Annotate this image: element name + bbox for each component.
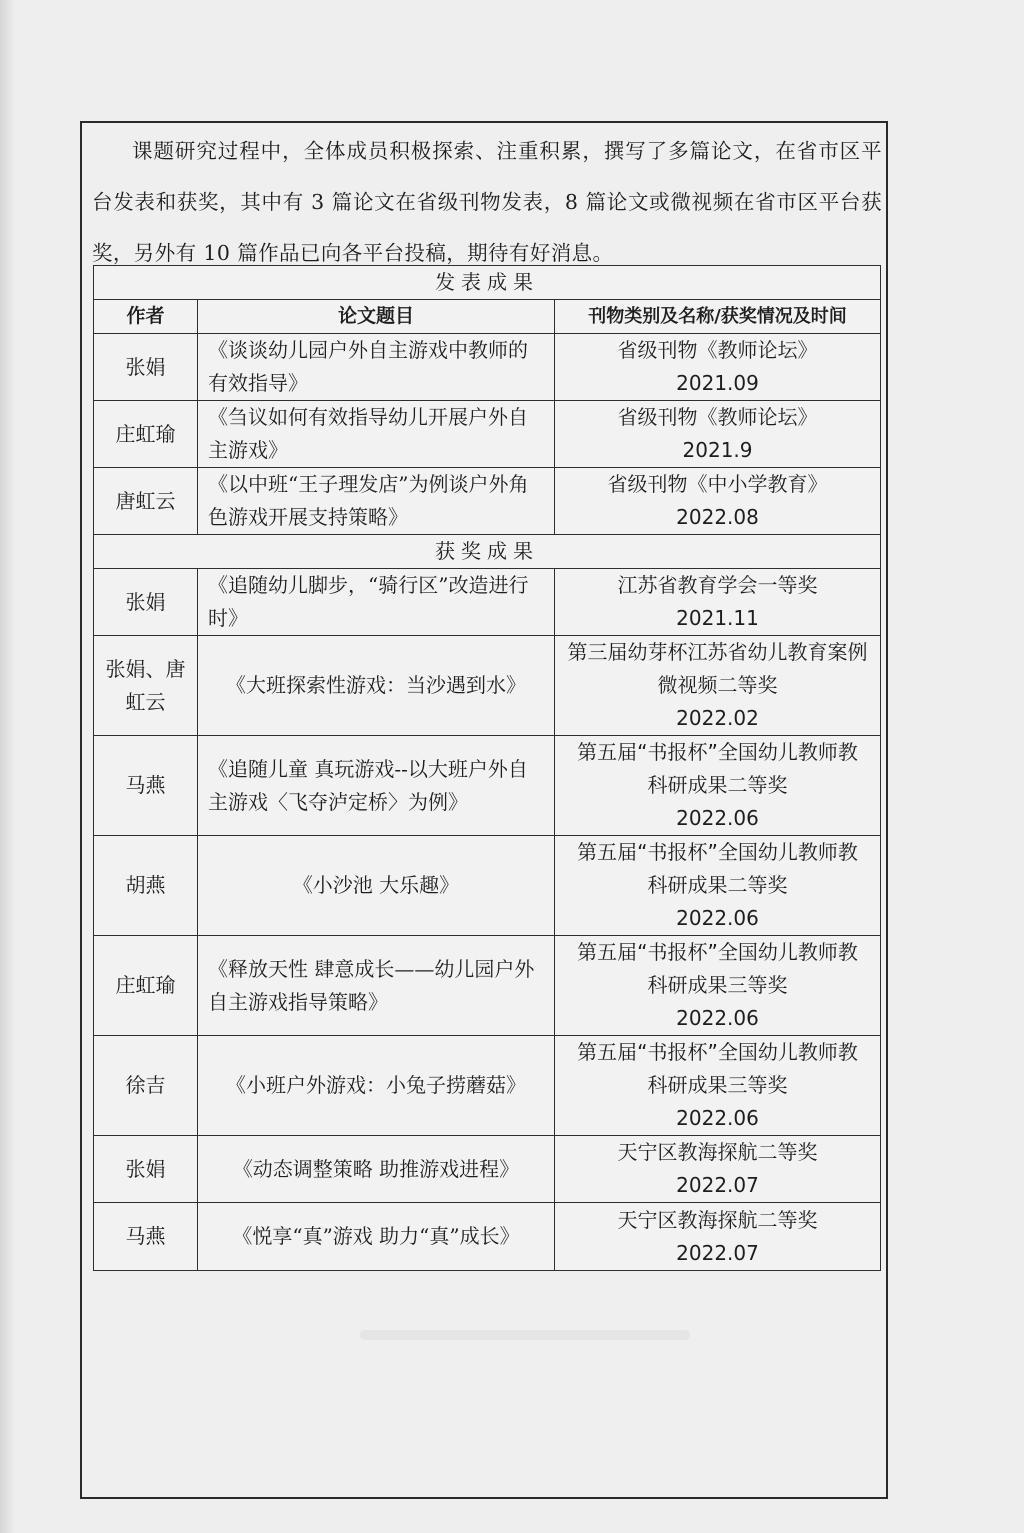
table-row (94, 1203, 881, 1271)
publication-cell (555, 468, 881, 535)
intro-paragraph: 课题研究过程中，全体成员积极探索、注重积累，撰写了多篇论文，在省市区平台发表和获奖，其中有 3 篇论文在省级刊物发表，8 篇论文或微视频在省市区平台获奖，另外有 10 篇作品已向各平台投稿，期待有好消息。 (92, 139, 882, 265)
award-name: 天宁区教海探航二等奖 (617, 1140, 818, 1164)
table-row (94, 334, 881, 401)
award-name: 第五届“书报杯”全国幼儿教师教 (577, 940, 858, 964)
header-publication: 刊物类别及名称/获奖情况及时间 (555, 300, 881, 334)
author-cell: 马燕 (94, 1203, 198, 1271)
title-cell: 《刍议如何有效指导幼儿开展户外自主游戏》 (198, 401, 555, 468)
award-name: 第五届“书报杯”全国幼儿教师教 (577, 740, 858, 764)
award-name: 第五届“书报杯”全国幼儿教师教 (577, 1040, 858, 1064)
award-cell (555, 1203, 881, 1271)
author-cell: 庄虹瑜 (94, 401, 198, 468)
header-row (94, 300, 881, 334)
table-row (94, 636, 881, 736)
author-cell: 马燕 (94, 736, 198, 836)
title-cell: 《谈谈幼儿园户外自主游戏中教师的有效指导》 (198, 334, 555, 401)
scan-smudge (360, 1330, 690, 1340)
page-edge-shadow (0, 0, 14, 1533)
title-cell: 《追随儿童 真玩游戏--以大班户外自主游戏〈飞夺泸定桥〉为例》 (198, 736, 555, 836)
table-row (94, 836, 881, 936)
publication-date: 2022.08 (676, 505, 759, 529)
title-cell: 《大班探索性游戏：当沙遇到水》 (198, 636, 555, 736)
award-cell (555, 936, 881, 1036)
award-name-cont: 科研成果三等奖 (647, 1073, 788, 1097)
table-row (94, 569, 881, 636)
header-title: 论文题目 (198, 300, 555, 334)
table-row (94, 401, 881, 468)
publication-name: 省级刊物《教师论坛》 (617, 338, 818, 362)
author-cell: 唐虹云 (94, 468, 198, 535)
header-author: 作者 (94, 300, 198, 334)
title-cell: 《小沙池 大乐趣》 (198, 836, 555, 936)
award-cell (555, 1136, 881, 1203)
award-date: 2021.11 (676, 606, 759, 630)
table-row (94, 936, 881, 1036)
author-cell: 张娟、唐虹云 (94, 636, 198, 736)
author-cell: 胡燕 (94, 836, 198, 936)
award-name-cont: 科研成果三等奖 (647, 973, 788, 997)
publication-date: 2021.09 (676, 371, 759, 395)
author-cell: 张娟 (94, 334, 198, 401)
award-date: 2022.06 (676, 906, 759, 930)
award-cell (555, 569, 881, 636)
award-cell (555, 636, 881, 736)
section-title-published: 发表成果 (94, 266, 881, 300)
title-cell: 《以中班“王子理发店”为例谈户外角色游戏开展支持策略》 (198, 468, 555, 535)
publication-name: 省级刊物《教师论坛》 (617, 405, 818, 429)
table-row (94, 468, 881, 535)
award-cell (555, 836, 881, 936)
author-cell: 徐吉 (94, 1036, 198, 1136)
publication-date: 2021.9 (682, 438, 753, 462)
title-cell: 《追随幼儿脚步，“骑行区”改造进行时》 (198, 569, 555, 636)
title-cell: 《悦享“真”游戏 助力“真”成长》 (198, 1203, 555, 1271)
section-title-awards: 获奖成果 (94, 535, 881, 569)
award-cell (555, 1036, 881, 1136)
award-date: 2022.02 (676, 706, 759, 730)
publication-name: 省级刊物《中小学教育》 (607, 472, 828, 496)
author-cell: 庄虹瑜 (94, 936, 198, 1036)
title-cell: 《释放天性 肆意成长——幼儿园户外自主游戏指导策略》 (198, 936, 555, 1036)
award-cell (555, 736, 881, 836)
title-cell: 《动态调整策略 助推游戏进程》 (198, 1136, 555, 1203)
title-cell: 《小班户外游戏：小兔子捞蘑菇》 (198, 1036, 555, 1136)
award-name: 第三届幼芽杯江苏省幼儿教育案例 (567, 640, 868, 664)
award-name-cont: 科研成果二等奖 (647, 873, 788, 897)
award-date: 2022.07 (676, 1240, 759, 1265)
award-name: 第五届“书报杯”全国幼儿教师教 (577, 840, 858, 864)
achievements-table (93, 265, 881, 1271)
author-cell: 张娟 (94, 569, 198, 636)
award-name: 江苏省教育学会一等奖 (617, 573, 818, 597)
table-row (94, 736, 881, 836)
section-row-published (94, 266, 881, 300)
table-row (94, 1136, 881, 1203)
award-name-cont: 科研成果二等奖 (647, 773, 788, 797)
author-cell: 张娟 (94, 1136, 198, 1203)
table-row (94, 1036, 881, 1136)
award-name: 天宁区教海探航二等奖 (617, 1207, 818, 1232)
publication-cell (555, 334, 881, 401)
section-row-awards (94, 535, 881, 569)
award-date: 2022.06 (676, 806, 759, 830)
publication-cell (555, 401, 881, 468)
award-name-cont: 微视频二等奖 (657, 673, 778, 697)
award-date: 2022.06 (676, 1106, 759, 1130)
award-date: 2022.06 (676, 1006, 759, 1030)
award-date: 2022.07 (676, 1173, 759, 1197)
